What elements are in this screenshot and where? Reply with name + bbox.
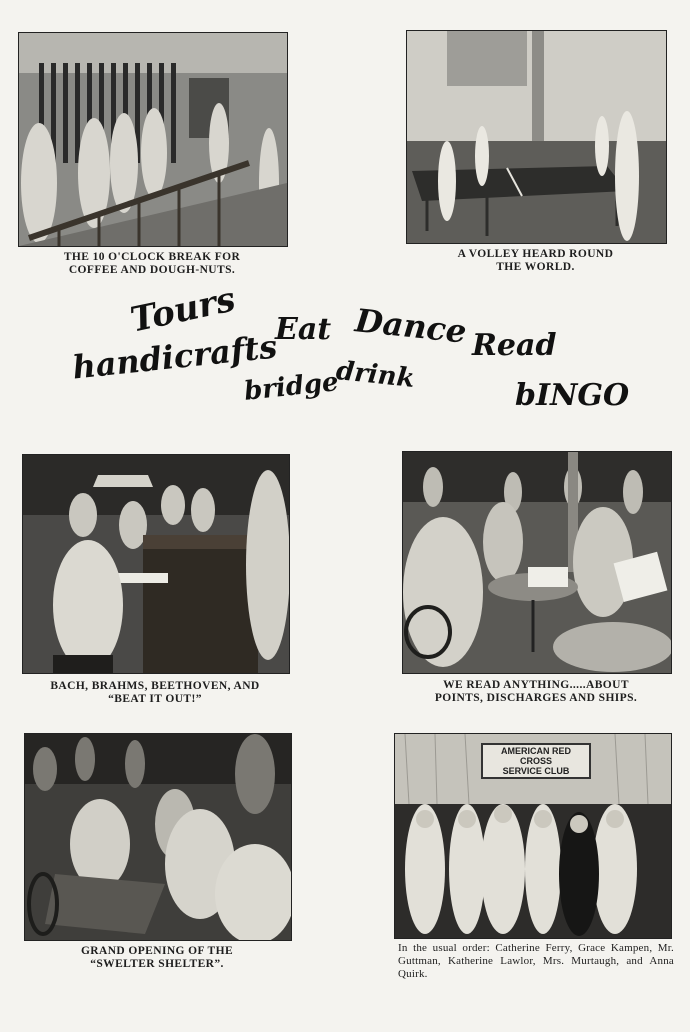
photo-reading — [402, 451, 672, 674]
caption-reading: WE READ ANYTHING.....ABOUT POINTS, DISCHARGES AND SHIPS. — [434, 679, 638, 704]
activity-tours: Tours — [126, 279, 239, 341]
caption-swelter-shelter: GRAND OPENING OF THE “SWELTER SHELTER”. — [80, 945, 234, 970]
caption-piano: BACH, BRAHMS, BEETHOVEN, AND “BEAT IT OUT!” — [50, 680, 260, 705]
caption-staff: In the usual order: Catherine Ferry, Grace Kampen, Mr. Guttman, Katherine Lawlor, Mrs. Murtaugh, and Anna Quirk. — [398, 942, 674, 980]
caption-ping-pong: A VOLLEY HEARD ROUND THE WORLD. — [457, 248, 614, 273]
service-club-sign: AMERICAN RED CROSS SERVICE CLUB — [481, 743, 591, 779]
activity-drink: drink — [334, 355, 417, 395]
photo-swelter-shelter — [24, 733, 292, 941]
photo-coffee-break — [18, 32, 288, 247]
activity-handicrafts: handicrafts — [70, 327, 279, 387]
photo-staff — [394, 733, 672, 939]
activity-bridge: bridge — [242, 367, 340, 407]
activity-eat: Eat — [275, 312, 332, 347]
activity-read: Read — [472, 328, 557, 363]
photo-piano — [22, 454, 290, 674]
activity-bingo: bINGO — [515, 378, 630, 413]
activity-dance: Dance — [353, 301, 469, 351]
photo-ping-pong — [406, 30, 667, 244]
caption-coffee-break: THE 10 O'CLOCK BREAK FOR COFFEE AND DOUGH-NUTS. — [63, 251, 241, 276]
